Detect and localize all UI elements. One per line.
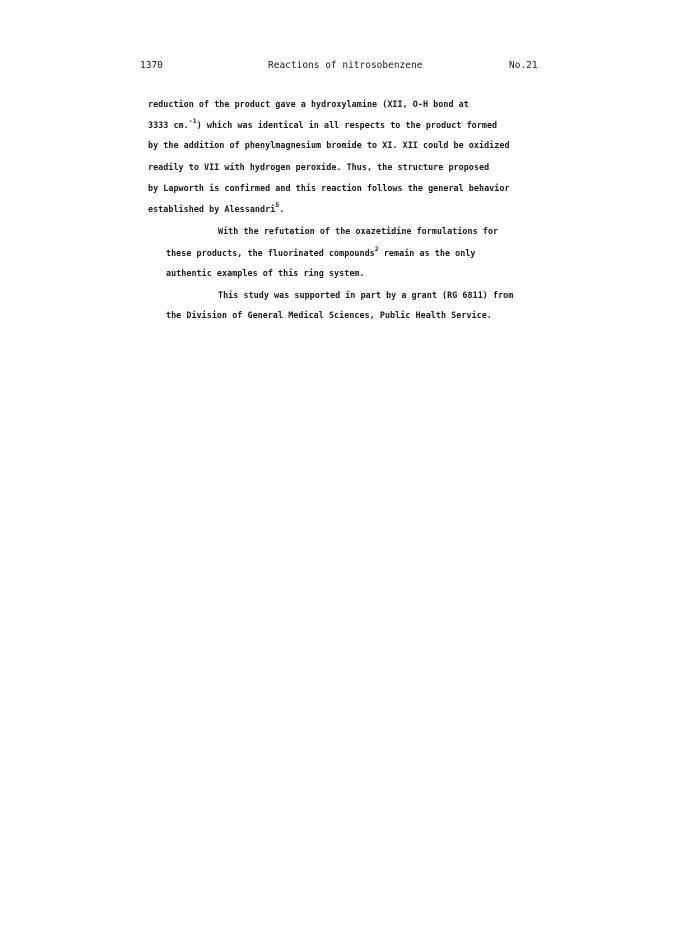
text-line: With the refutation of the oxazetidine formulations for <box>218 226 499 236</box>
text-line: readily to VII with hydrogen peroxide. Thus, the structure proposed <box>148 162 490 172</box>
text-line: by the addition of phenylmagnesium bromide to XI. XII could be oxidized <box>148 140 510 150</box>
text-line: 3333 cm.$^{-1}$) which was identical in all respects to the product formed <box>148 117 498 130</box>
text-line: established by Alessandri$^5$. <box>148 201 285 214</box>
superscript: 2 <box>374 245 379 253</box>
text-line: reduction of the product gave a hydroxylamine (XII, O-H bond at <box>148 99 469 109</box>
text-line: authentic examples of this ring system. <box>166 268 365 278</box>
text-line: the Division of General Medical Sciences, Public Health Service. <box>166 310 492 320</box>
superscript: 5 <box>275 201 280 209</box>
text-line: by Lapworth is confirmed and this reaction follows the general behavior <box>148 183 510 193</box>
text-line: these products, the fluorinated compounds$^2$ remain as the only <box>166 245 476 258</box>
page-number: 1370 <box>140 60 163 71</box>
running-header <box>0 60 680 76</box>
superscript: -1 <box>188 117 197 125</box>
issue-number: No.21 <box>509 60 538 71</box>
text-line: This study was supported in part by a grant (RG 6811) from <box>218 290 514 300</box>
running-title: Reactions of nitrosobenzene <box>268 60 423 71</box>
